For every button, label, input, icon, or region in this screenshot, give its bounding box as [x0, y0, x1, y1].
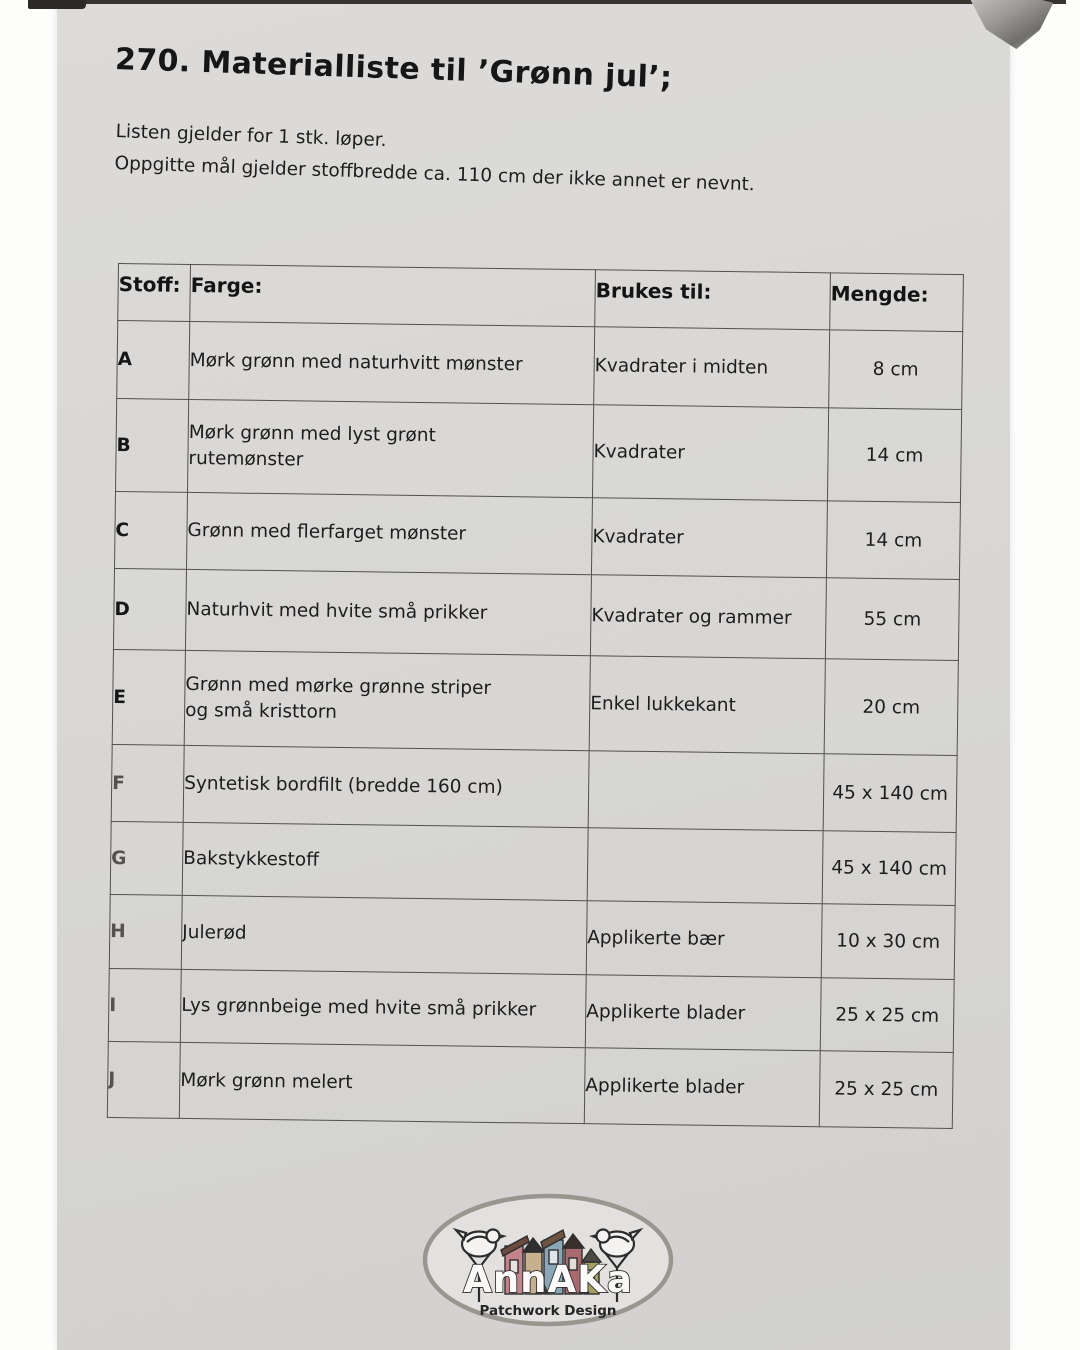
mengde-cell: 25 x 25 cm: [819, 1051, 953, 1129]
brukes-cell: Applikerte blader: [585, 975, 821, 1051]
brukes-cell: Kvadrater og rammer: [590, 575, 826, 659]
page-title: 270. Materialliste til ’Grønn jul’;: [114, 42, 673, 96]
brukes-cell: [587, 828, 823, 904]
col-header-farge: Farge:: [190, 264, 596, 326]
brukes-cell: Kvadrater i midten: [594, 327, 830, 408]
stoff-cell: B: [116, 398, 189, 492]
stoff-cell: I: [108, 968, 181, 1042]
materials-table: [107, 263, 964, 1129]
mengde-cell: 55 cm: [825, 578, 959, 661]
table-row: [110, 821, 956, 905]
brukes-cell: Enkel lukkekant: [589, 656, 825, 754]
intro-line-2: Oppgitte mål gjelder stoffbredde ca. 110 cm der ikke annet er nevnt.: [114, 153, 756, 196]
mengde-cell: 10 x 30 cm: [821, 904, 955, 980]
farge-cell: Grønn med mørke grønne striper og små kristtorn: [184, 650, 590, 750]
brukes-cell: Kvadrater: [591, 498, 827, 578]
table-row: [115, 491, 961, 579]
page-heading-block: [59, 0, 959, 196]
mengde-cell: 20 cm: [824, 659, 958, 756]
farge-cell: Julerød: [181, 895, 587, 974]
logo-name: AnnAKa: [463, 1258, 633, 1301]
brukes-cell: [588, 751, 824, 831]
stoff-cell: G: [110, 821, 183, 895]
page-sheet: [57, 0, 1010, 1350]
photo-top-edge-corner: [28, 0, 86, 9]
col-header-mengde: Mengde:: [830, 273, 964, 332]
farge-cell: Lys grønnbeige med hvite små prikker: [180, 969, 586, 1047]
farge-cell: Naturhvit med hvite små prikker: [185, 569, 591, 655]
stoff-cell: A: [117, 321, 190, 400]
table-row: [109, 894, 955, 979]
table-row: [113, 568, 959, 660]
table-row: [116, 398, 962, 502]
mengde-cell: 14 cm: [827, 408, 961, 503]
col-header-stoff: Stoff:: [118, 264, 191, 322]
table-row: [111, 744, 957, 832]
farge-cell: Grønn med flerfarget mønster: [186, 492, 592, 574]
stoff-cell: J: [107, 1041, 180, 1118]
table-row: [108, 968, 954, 1052]
annaka-logo: [415, 1188, 681, 1336]
logo-subtitle: Patchwork Design: [479, 1303, 617, 1319]
farge-cell: Syntetisk bordfilt (bredde 160 cm): [183, 745, 589, 827]
farge-cell: Mørk grønn med naturhvitt mønster: [189, 321, 595, 404]
mengde-cell: 45 x 140 cm: [822, 831, 956, 906]
brukes-cell: Applikerte bær: [586, 901, 822, 978]
stoff-cell: D: [113, 568, 186, 650]
farge-cell: Mørk grønn med lyst grønt rutemønster: [188, 399, 594, 497]
farge-cell: Bakstykkestoff: [182, 822, 588, 900]
annaka-logo-graphic: [415, 1188, 681, 1336]
mengde-cell: 45 x 140 cm: [823, 754, 957, 833]
mengde-cell: 25 x 25 cm: [820, 978, 954, 1053]
intro-line-1: Listen gjelder for 1 stk. løper.: [115, 121, 387, 152]
table-row: [117, 321, 963, 410]
mengde-cell: 14 cm: [826, 501, 960, 580]
table-row: [107, 1041, 953, 1128]
stoff-cell: F: [111, 744, 184, 822]
col-header-brukes: Brukes til:: [595, 270, 831, 330]
table-row: [112, 649, 958, 755]
farge-cell: Mørk grønn melert: [179, 1042, 585, 1123]
brukes-cell: Kvadrater: [592, 405, 828, 501]
mengde-cell: 8 cm: [829, 330, 963, 410]
brukes-cell: Applikerte blader: [584, 1048, 820, 1127]
stoff-cell: E: [112, 649, 185, 745]
photo-top-edge: [28, 0, 1066, 4]
stoff-cell: H: [109, 894, 182, 969]
stoff-cell: C: [115, 491, 188, 569]
